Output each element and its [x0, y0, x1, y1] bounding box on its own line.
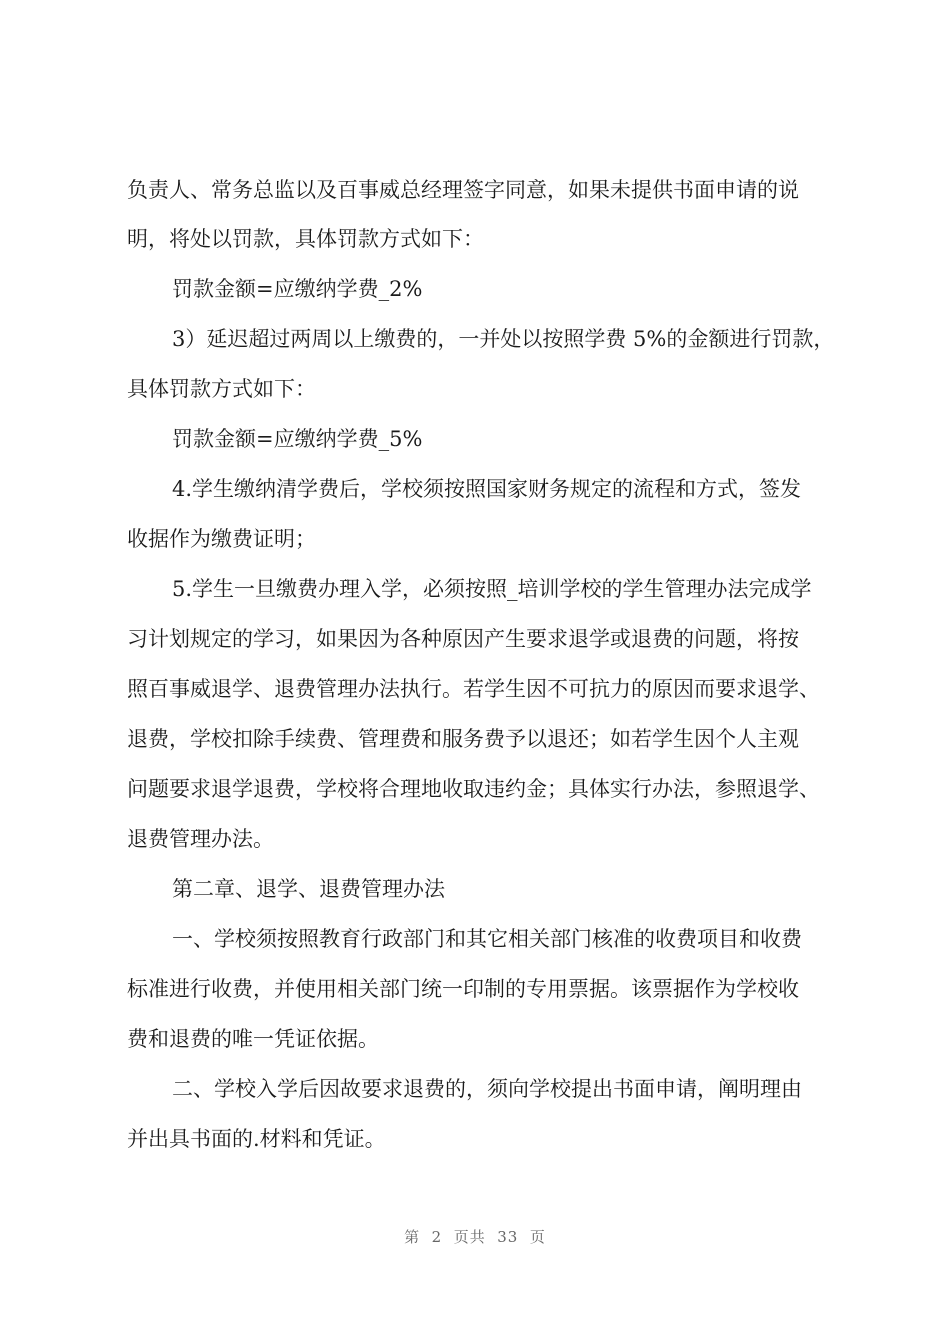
body-text-line: 标准进行收费，并使用相关部门统一印制的专用票据。该票据作为学校收: [127, 977, 799, 1001]
body-text-line: 具体罚款方式如下：: [127, 377, 316, 401]
body-text-line: 并出具书面的.材料和凭证。: [127, 1127, 386, 1151]
body-text-line: 照百事威退学、退费管理办法执行。若学生因不可抗力的原因而要求退学、: [127, 677, 820, 701]
body-text-line: 罚款金额=应缴纳学费_5%: [172, 427, 423, 451]
body-text-line: 罚款金额=应缴纳学费_2%: [172, 277, 423, 301]
body-text-line: 明，将处以罚款，具体罚款方式如下：: [127, 227, 484, 251]
body-text-line: 5.学生一旦缴费办理入学，必须按照_培训学校的学生管理办法完成学: [172, 577, 812, 601]
body-text-line: 二、学校入学后因故要求退费的，须向学校提出书面申请，阐明理由: [172, 1077, 802, 1101]
chapter-heading: 第二章、退学、退费管理办法: [172, 877, 445, 901]
body-text-line: 退费管理办法。: [127, 827, 274, 851]
page-number-footer: 第 2 页共 33 页: [404, 1228, 546, 1246]
body-text-line: 问题要求退学退费，学校将合理地收取违约金；具体实行办法，参照退学、: [127, 777, 820, 801]
body-text-line: 习计划规定的学习，如果因为各种原因产生要求退学或退费的问题，将按: [127, 627, 799, 651]
body-text-line: 一、学校须按照教育行政部门和其它相关部门核准的收费项目和收费: [172, 927, 802, 951]
body-text-line: 收据作为缴费证明；: [127, 527, 316, 551]
body-text-line: 4.学生缴纳清学费后，学校须按照国家财务规定的流程和方式，签发: [172, 477, 802, 501]
body-text-line: 3）延迟超过两周以上缴费的，一并处以按照学费 5%的金额进行罚款，: [172, 327, 835, 351]
body-text-line: 费和退费的唯一凭证依据。: [127, 1027, 379, 1051]
body-text-line: 负责人、常务总监以及百事威总经理签字同意，如果未提供书面申请的说: [127, 178, 799, 202]
body-text-line: 退费，学校扣除手续费、管理费和服务费予以退还；如若学生因个人主观: [127, 727, 799, 751]
